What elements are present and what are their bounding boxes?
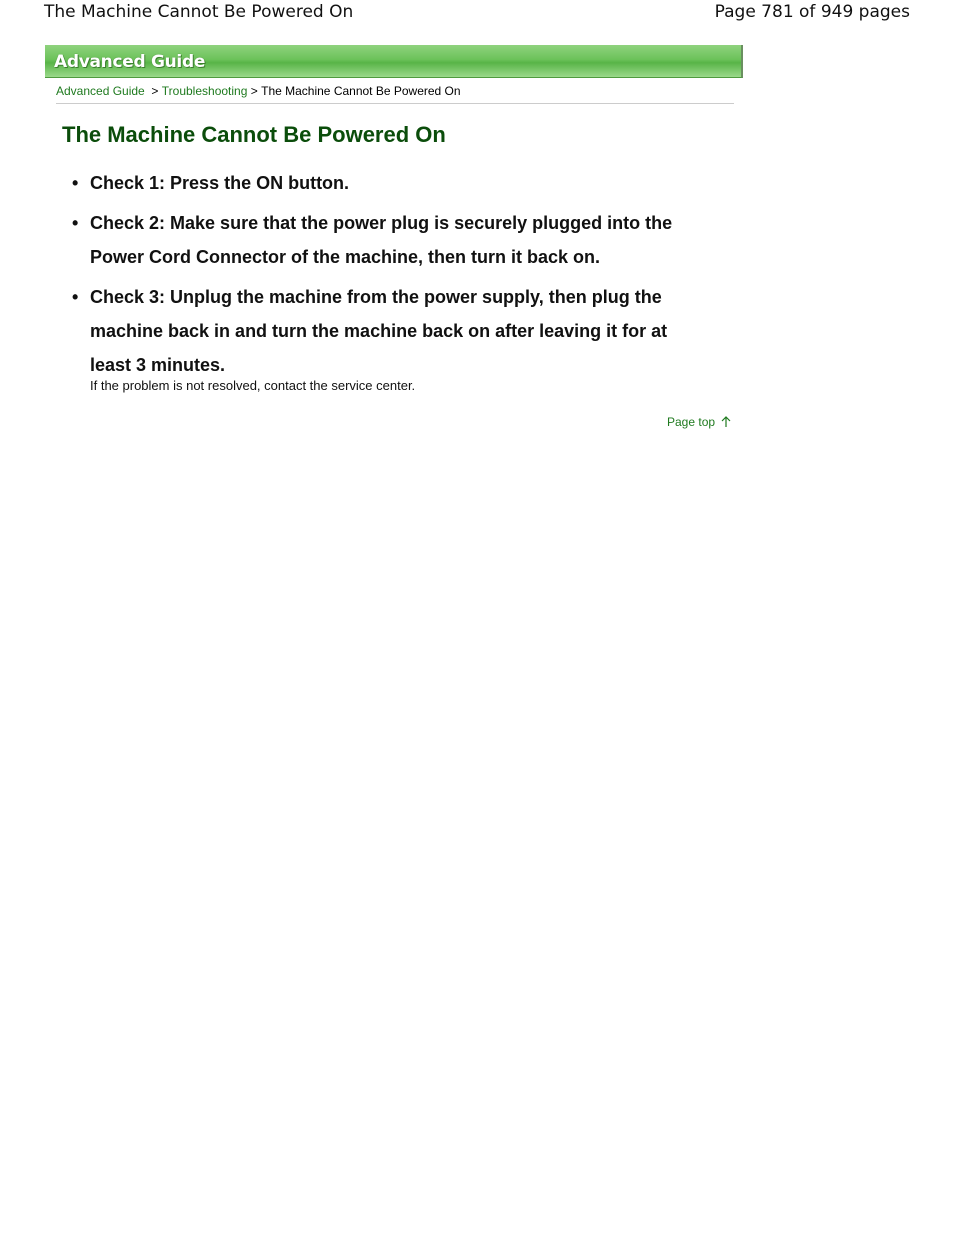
page-counter: Page 781 of 949 pages bbox=[714, 2, 910, 22]
page-top-label: Page top bbox=[667, 415, 716, 429]
arrow-up-icon bbox=[720, 416, 732, 428]
banner-label: Advanced Guide bbox=[54, 52, 206, 72]
print-header bbox=[0, 0, 954, 28]
check-item bbox=[72, 166, 712, 200]
check-text: Check 2: Make sure that the power plug is securely plugged into the Power Cord Connector of the machine, then turn it back on. bbox=[90, 213, 673, 267]
breadcrumb-link-advanced-guide[interactable]: Advanced Guide bbox=[56, 84, 145, 98]
document-title: The Machine Cannot Be Powered On bbox=[44, 2, 354, 22]
check-list bbox=[72, 166, 712, 388]
bullet-icon: • bbox=[72, 213, 79, 233]
breadcrumb-separator: > bbox=[151, 84, 159, 98]
bullet-icon: • bbox=[72, 173, 79, 193]
check-item bbox=[72, 280, 712, 382]
breadcrumb-separator: > bbox=[250, 84, 258, 98]
check-text: Check 3: Unplug the machine from the power supply, then plug the machine back in and turn the machine back on after leaving it for at least 3 minutes. bbox=[90, 287, 668, 375]
page-title: The Machine Cannot Be Powered On bbox=[62, 122, 446, 147]
check-item bbox=[72, 206, 712, 274]
page-top-link[interactable] bbox=[667, 414, 732, 430]
support-note: If the problem is not resolved, contact the service center. bbox=[90, 378, 416, 393]
breadcrumb bbox=[56, 83, 734, 104]
breadcrumb-link-troubleshooting[interactable]: Troubleshooting bbox=[161, 84, 248, 98]
check-text: Check 1: Press the ON button. bbox=[90, 173, 350, 193]
advanced-guide-banner bbox=[45, 45, 743, 78]
breadcrumb-current: The Machine Cannot Be Powered On bbox=[261, 84, 461, 98]
bullet-icon: • bbox=[72, 287, 79, 307]
